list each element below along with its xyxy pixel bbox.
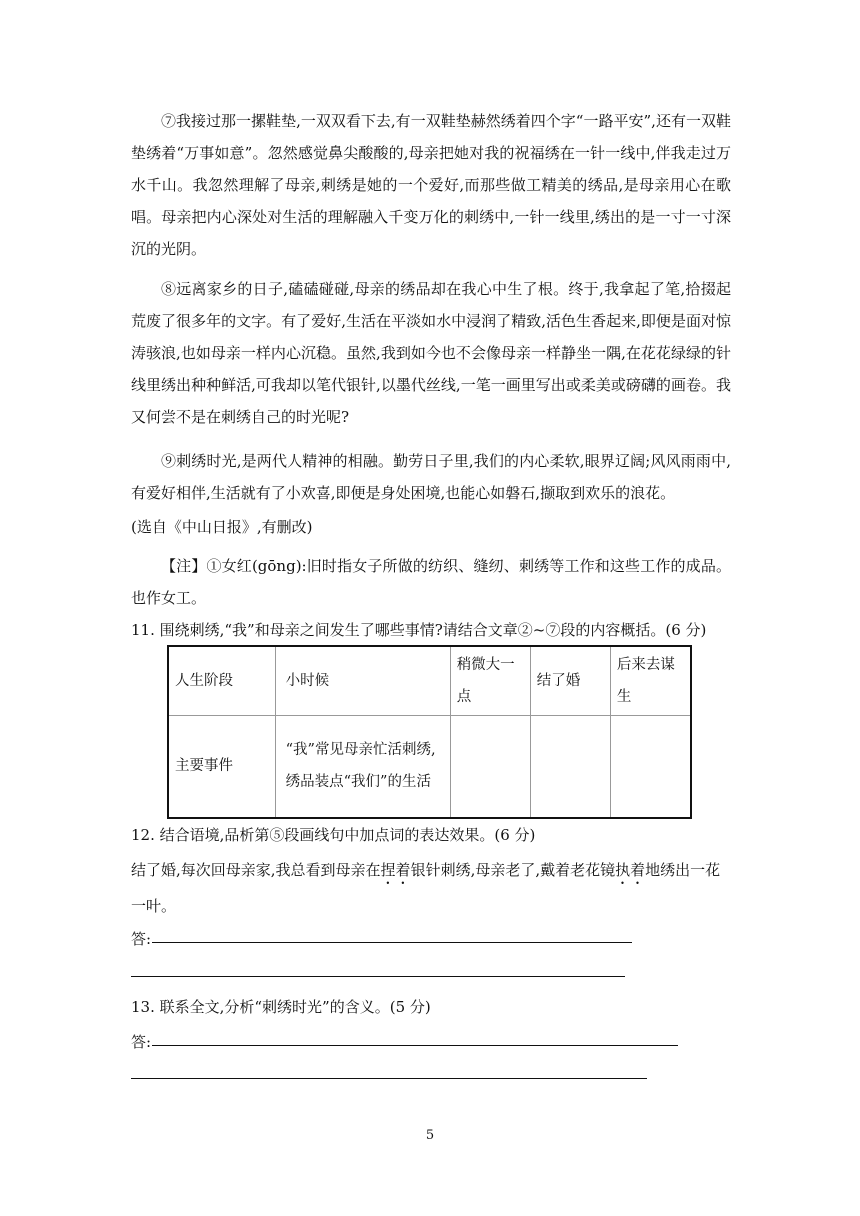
answer-line[interactable]	[152, 942, 632, 943]
sentence-part: 银针刺绣,母亲老了,戴着老花镜	[410, 861, 616, 879]
question-12-title: 12. 结合语境,品析第⑤段画线句中加点词的表达效果。(6 分)	[131, 826, 536, 844]
answer-cell[interactable]	[610, 716, 691, 818]
question-11-table	[167, 645, 692, 819]
answer-line[interactable]	[152, 1045, 678, 1046]
question-12-sentence	[131, 852, 731, 924]
sentence-part: 结了婚,每次回母亲家,我总看到母亲在	[131, 861, 381, 879]
paragraph-7: ⑦我接过那一摞鞋垫,一双双看下去,有一双鞋垫赫然绣着四个字“一路平安”,还有一双鞋垫绣着“万事如意”。忽然感觉鼻尖酸酸的,母亲把她对我的祝福绣在一针一线中,伴我走过万水千山。我忽然理解了母亲,刺绣是她的一个爱好,而那些做工精美的绣品,是母亲用心在歌唱。母亲把内心深处对生活的理解融入千变万化的刺绣中,一针一线里,绣出的是一寸一寸深沉的光阴。	[131, 112, 731, 258]
sentence-part: 地绣出一花一叶。	[131, 861, 721, 915]
answer-label: 答:	[131, 930, 152, 948]
page-number: 5	[425, 1128, 435, 1143]
table-cell: 后来去谋生	[610, 646, 691, 716]
answer-label: 答:	[131, 1033, 152, 1051]
paragraph-9: ⑨刺绣时光,是两代人精神的相融。勤劳日子里,我们的内心柔软,眼界辽阔;风风雨雨中,有爱好相伴,生活就有了小欢喜,即便是身处困境,也能心如磐石,撷取到欢乐的浪花。	[131, 452, 731, 502]
table-cell: 稍微大一点	[450, 646, 530, 716]
table-cell: 人生阶段	[168, 646, 275, 716]
answer-cell[interactable]	[530, 716, 610, 818]
table-row	[168, 716, 691, 818]
source-citation: (选自《中山日报》,有删改)	[131, 518, 313, 536]
question-11-title: 11. 围绕刺绣,“我”和母亲之间发生了哪些事情?请结合文章②~⑦段的内容概括。(6 分)	[131, 621, 707, 639]
table-cell: 小时候	[275, 646, 450, 716]
answer-line[interactable]	[131, 976, 625, 977]
dotted-word: 执着	[615, 861, 646, 879]
table-cell: 主要事件	[168, 716, 275, 818]
table-cell: 结了婚	[530, 646, 610, 716]
table-cell[interactable]: “我”常见母亲忙活刺绣,绣品装点“我们”的生活	[275, 716, 450, 818]
paragraph-8: ⑧远离家乡的日子,磕磕碰碰,母亲的绣品却在我心中生了根。终于,我拿起了笔,拾掇起荒废了很多年的文字。有了爱好,生活在平淡如水中浸润了精致,活色生香起来,即便是面对惊涛骇浪,也如母亲一样内心沉稳。虽然,我到如今也不会像母亲一样静坐一隅,在花花绿绿的针线里绣出种种鲜活,可我却以笔代银针,以墨代丝线,一笔一画里写出或柔美或磅礴的画卷。我又何尝不是在刺绣自己的时光呢?	[131, 280, 731, 426]
answer-line[interactable]	[131, 1078, 647, 1079]
footnote: 【注】①女红(gōng):旧时指女子所做的纺织、缝纫、刺绣等工作和这些工作的成品。也作女工。	[131, 557, 731, 607]
answer-cell[interactable]	[450, 716, 530, 818]
question-13-title: 13. 联系全文,分析“刺绣时光”的含义。(5 分)	[131, 998, 431, 1016]
table-row	[168, 646, 691, 716]
dotted-word: 捏着	[380, 861, 411, 879]
